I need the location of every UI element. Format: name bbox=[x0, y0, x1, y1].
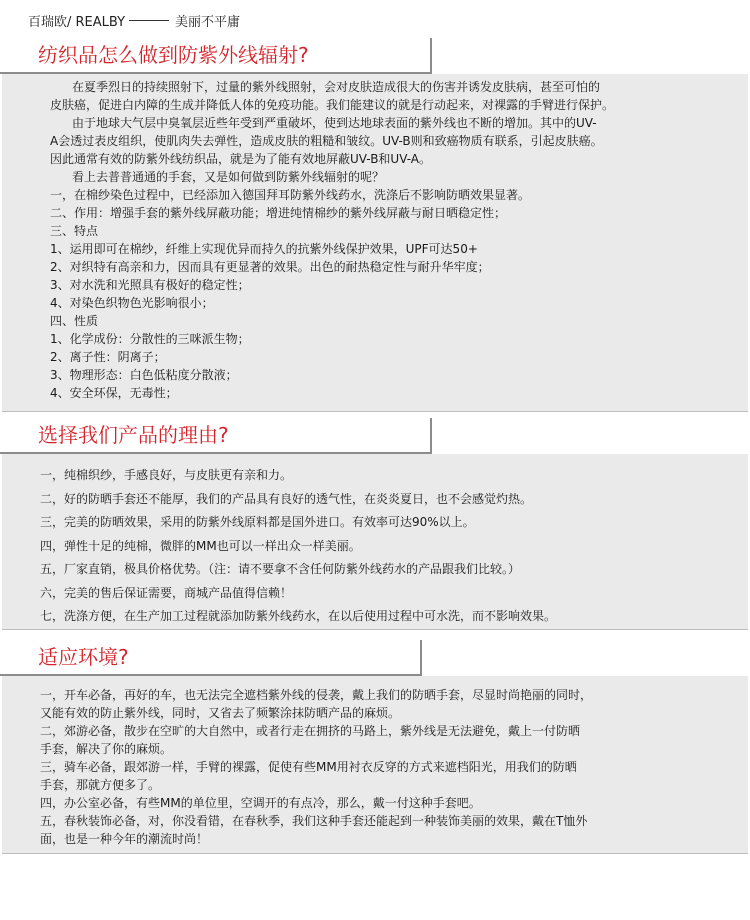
brand-slogan: 美丽不平庸 bbox=[175, 15, 241, 30]
paragraph-line: 2、离子性：阴离子； bbox=[50, 350, 166, 364]
paragraph-line: 二，郊游必备，散步在空旷的大自然中，或者行走在拥挤的马路上，紫外线是无法避免，戴上一付防晒 bbox=[40, 724, 581, 738]
paragraph-line: 手套，那就方便多了。 bbox=[40, 778, 161, 792]
paragraph-line: 因此通常有效的防紫外线纺织品，就是为了能有效地屏蔽UV-B和UV-A。 bbox=[50, 152, 431, 166]
section-title-why-choose-us bbox=[0, 418, 432, 454]
paragraph-line: 2、对织特有高亲和力，因而具有更显著的效果。出色的耐热稳定性与耐升华牢度； bbox=[50, 260, 490, 274]
paragraph-line: 皮肤癌，促进白内障的生成并降低人体的免疫功能。我们能建议的就是行动起来，对裸露的手臂进行保护。 bbox=[50, 98, 615, 112]
section-title-text: 纺织品怎么做到防紫外线辐射? bbox=[38, 43, 309, 67]
paragraph-line: 手套，解决了你的麻烦。 bbox=[40, 742, 173, 756]
paragraph-line: 四、性质 bbox=[50, 314, 99, 328]
paragraph-line: 一，开车必备，再好的车，也无法完全遮档紫外线的侵袭，戴上我们的防晒手套，尽显时尚艳丽的同时， bbox=[40, 688, 593, 702]
paragraph-line: 4、安全环保，无毒性； bbox=[50, 386, 178, 400]
paragraph-line: 五，春秋装饰必备，对，你没看错，在春秋季，我们这种手套还能起到一种装饰美丽的效果，戴在T恤外 bbox=[40, 814, 588, 828]
list-item: 五，厂家直销，极具价格优势。（注：请不要拿不含任何防紫外线药水的产品跟我们比较。） bbox=[40, 562, 521, 576]
list-item: 七，洗涤方便，在生产加工过程就添加防紫外线药水，在以后使用过程中可水洗，而不影响效果。 bbox=[40, 609, 557, 623]
list-item: 四，弹性十足的纯棉，微胖的MM也可以一样出众一样美丽。 bbox=[40, 539, 361, 553]
paragraph-line: 1、运用即可在棉纱，纤维上实现优异而持久的抗紫外线保护效果，UPF可达50+ bbox=[50, 242, 478, 256]
paragraph-line: 3、物理形态：白色低粘度分散液； bbox=[50, 368, 238, 382]
paragraph-line: 一，在棉纱染色过程中，已经添加入德国拜耳防紫外线药水，洗涤后不影响防晒效果显著。 bbox=[50, 188, 531, 202]
section-title-use-cases bbox=[0, 640, 422, 676]
paragraph-line: A会透过表皮组织，使肌肉失去弹性，造成皮肤的粗糙和皱纹。UV-B则和致癌物质有联系，引起皮肤癌。 bbox=[50, 134, 603, 148]
section-use-cases-body bbox=[2, 676, 748, 854]
brand-name: 百瑞欧/ REALBY bbox=[28, 15, 126, 30]
section-title-uv-protection bbox=[0, 38, 432, 74]
paragraph-line: 四，办公室必备，有些MM的单位里，空调开的有点冷，那么，戴一付这种手套吧。 bbox=[40, 796, 481, 810]
paragraph-line: 在夏季烈日的持续照射下，过量的紫外线照射，会对皮肤造成很大的伤害并诱发皮肤病，甚至可怕的 bbox=[72, 80, 601, 94]
paragraph-line: 三、特点 bbox=[50, 224, 99, 238]
paragraph-line: 看上去普普通通的手套，又是如何做到防紫外线辐射的呢？ bbox=[72, 170, 385, 184]
brand-divider bbox=[129, 20, 169, 21]
section-title-text: 选择我们产品的理由? bbox=[38, 423, 229, 447]
paragraph-line: 三，骑车必备，跟郊游一样，手臂的裸露，促使有些MM用衬衣反穿的方式来遮档阳光，用我们的防晒 bbox=[40, 760, 577, 774]
paragraph-line: 由于地球大气层中臭氧层近些年受到严重破坏，使到达地球表面的紫外线也不断的增加。其中的UV- bbox=[72, 116, 597, 130]
paragraph-line: 又能有效的防止紫外线，同时，又省去了频繁涂抹防晒产品的麻烦。 bbox=[40, 706, 401, 720]
section-uv-protection-body bbox=[2, 74, 748, 412]
paragraph-line: 面，也是一种今年的潮流时尚！ bbox=[40, 832, 209, 846]
paragraph-line: 二、作用：增强手套的紫外线屏蔽功能；增进纯情棉纱的紫外线屏蔽与耐日晒稳定性； bbox=[50, 206, 507, 220]
paragraph-line: 3、对水洗和光照具有极好的稳定性； bbox=[50, 278, 250, 292]
brand-header bbox=[28, 11, 240, 30]
list-item: 二，好的防晒手套还不能厚，我们的产品具有良好的透气性，在炎炎夏日，也不会感觉灼热。 bbox=[40, 492, 533, 506]
section-why-choose-us-body bbox=[2, 454, 748, 630]
paragraph-line: 1、化学成份：分散性的三咪派生物； bbox=[50, 332, 250, 346]
list-item: 三，完美的防晒效果，采用的防紫外线原料都是国外进口。有效率可达90%以上。 bbox=[40, 515, 475, 529]
paragraph-line: 4、对染色织物色光影响很小； bbox=[50, 296, 214, 310]
section-title-text: 适应环境? bbox=[38, 645, 129, 669]
list-item: 一，纯棉织纱，手感良好，与皮肤更有亲和力。 bbox=[40, 468, 293, 482]
list-item: 六，完美的售后保证需要，商城产品值得信赖！ bbox=[40, 586, 293, 600]
